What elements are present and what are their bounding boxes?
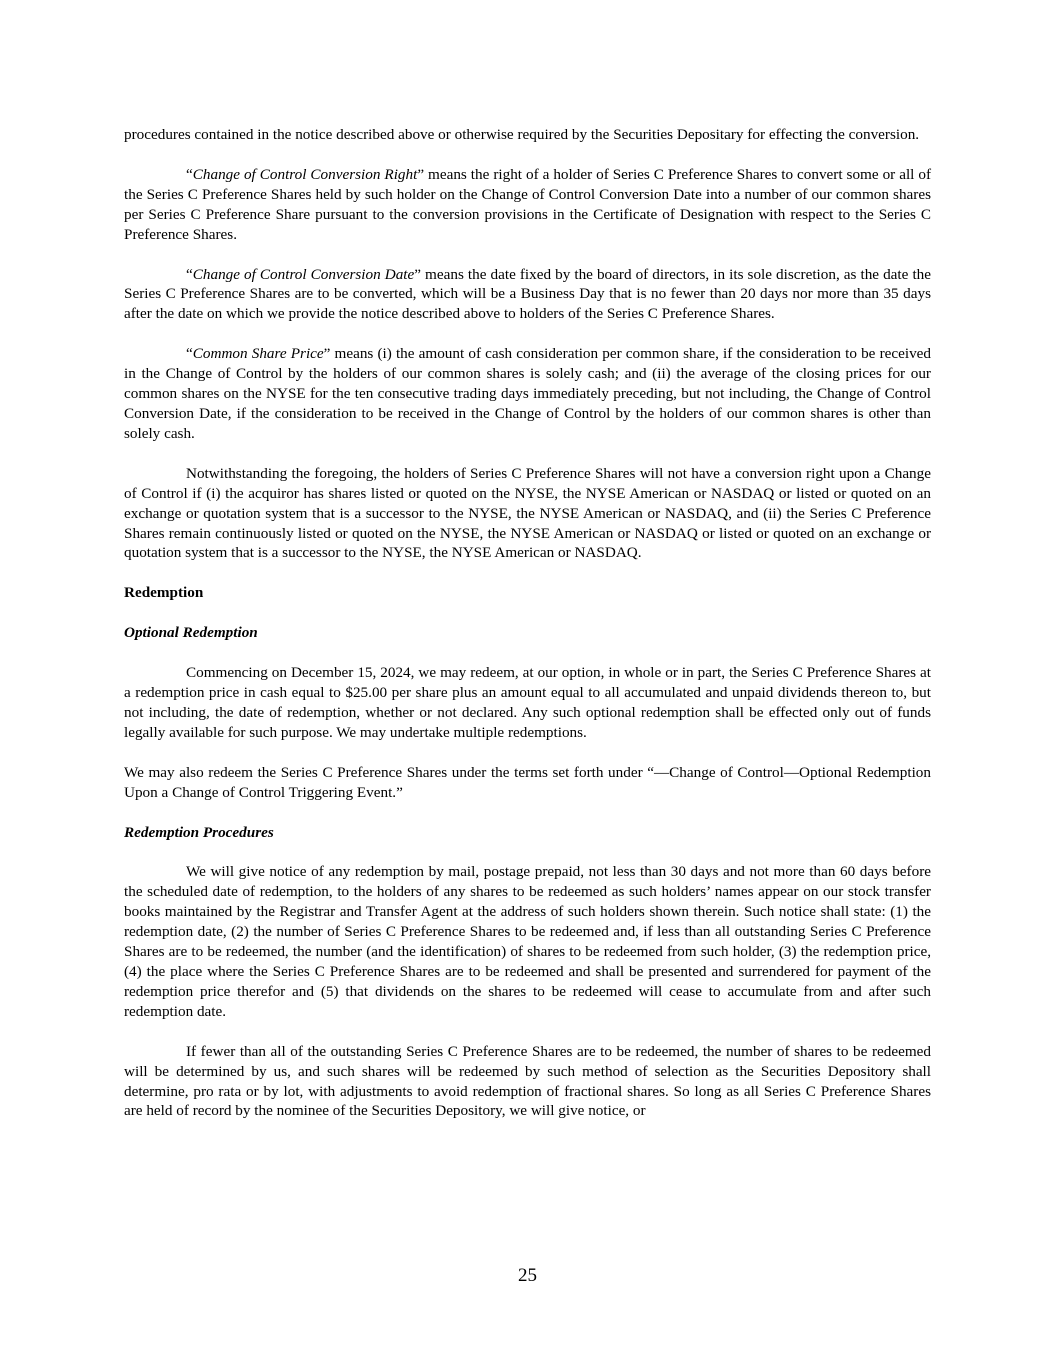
definition-text: ” means the right of a holder of Series C Preference Shares to convert some or all of the Series C Preference Shares held by such holder on the Change of Control Conversion Date into a number of our common shares per Series C Preference Share pursuant to the conversion provisions in the Certificate of Designation with respect to the Series C Preference Shares. bbox=[124, 165, 932, 243]
paragraph-optional-redemption: Commencing on December 15, 2024, we may redeem, at our option, in whole or in part, the Series C Preference Shares at a redemption price in cash equal to $25.00 per share plus an amount equal to all accumulated and unpaid dividends thereon to, but not including, the date of redemption, whether or not declared. Any such optional redemption shall be effected only out of funds legally available for such purpose. We may undertake multiple redemptions. bbox=[124, 664, 931, 741]
definition-text: ” means the date fixed by the board of directors, in its sole discretion, as the date the Series C Preference Shares are to be converted, which will be a Business Day that is no fewer than 20 days nor more than 35 days after the date on which we provide the notice described above to holders of the Series C Preference Shares. bbox=[124, 265, 931, 323]
section-heading-redemption: Redemption bbox=[124, 584, 204, 602]
paragraph-conversion-right-definition bbox=[124, 165, 931, 245]
paragraph-partial-redemption: If fewer than all of the outstanding Series C Preference Shares are to be redeemed, the number of shares to be redeemed will be determined by us, and such shares will be redeemed by such method of selection as the Securities Depository shall determine, pro rata or by lot, with adjustments to avoid redemption of fractional shares. So long as all Series C Preference Shares are held of record by the nominee of the Securities Depository, we will give notice, or bbox=[124, 1042, 931, 1120]
open-quote: “ bbox=[186, 265, 193, 283]
defined-term-common-share-price: Common Share Price bbox=[192, 345, 324, 363]
page-number: 25 bbox=[518, 1265, 537, 1286]
paragraph-redemption-notice: We will give notice of any redemption by mail, postage prepaid, not less than 30 days and not more than 60 days before the scheduled date of redemption, to the holders of any shares to be redeemed as such holders’ names appear on our stock transfer books maintained by the Registrar and Transfer Agent at the address of such holders shown therein. Such notice shall state: (1) the redemption date, (2) the number of Series C Preference Shares to be redeemed and, if less than all outstanding Series C Preference Shares are to be redeemed, the number (and the identification) of shares to be redeemed from such holder, (3) the redemption price, (4) the place where the Series C Preference Shares are to be redeemed and shall be presented and surrendered for payment of the redemption price therefor and (5) that dividends on the shares to be redeemed will cease to accumulate from and after such redemption date. bbox=[124, 863, 931, 1020]
subsection-heading-redemption-procedures: Redemption Procedures bbox=[124, 823, 274, 841]
paragraph-conversion-date-definition bbox=[124, 265, 931, 325]
open-quote: “ bbox=[186, 165, 193, 183]
defined-term-conversion-date: Change of Control Conversion Date bbox=[192, 265, 415, 283]
open-quote: “ bbox=[186, 345, 193, 363]
paragraph-notwithstanding: Notwithstanding the foregoing, the holders of Series C Preference Shares will not have a conversion right upon a Change of Control if (i) the acquiror has shares listed or quoted on the NYSE, the NYSE American or NASDAQ or listed or quoted on an exchange or quotation system that is a successor to the NYSE, the NYSE American or NASDAQ, and (ii) the Series C Preference Shares remain continuously listed or quoted on the NYSE, the NYSE American or NASDAQ or listed or quoted on an exchange or quotation system that is a successor to the NYSE, the NYSE American or NASDAQ. bbox=[124, 464, 931, 562]
page-body bbox=[124, 125, 931, 1141]
paragraph-common-share-price-definition bbox=[124, 344, 931, 444]
subsection-heading-optional-redemption: Optional Redemption bbox=[124, 624, 258, 642]
definition-text: ” means (i) the amount of cash consideration per common share, if the consideration to be received in the Change of Control by the holders of our common shares is solely cash; and (ii) the average of the closing prices for our common shares on the NYSE for the ten consecutive trading days immediately preceding, but not including, the Change of Control Conversion Date, if the consideration to be received in the Change of Control by the holders of our common shares is other than solely cash. bbox=[124, 345, 931, 442]
defined-term-conversion-right: Change of Control Conversion Right bbox=[192, 165, 418, 183]
paragraph-also-redeem: We may also redeem the Series C Preference Shares under the terms set forth under “—Change of Control—Optional Redemption Upon a Change of Control Triggering Event.” bbox=[124, 763, 931, 801]
paragraph-conversion-procedures: procedures contained in the notice described above or otherwise required by the Securities Depositary for effecting the conversion. bbox=[124, 126, 920, 143]
